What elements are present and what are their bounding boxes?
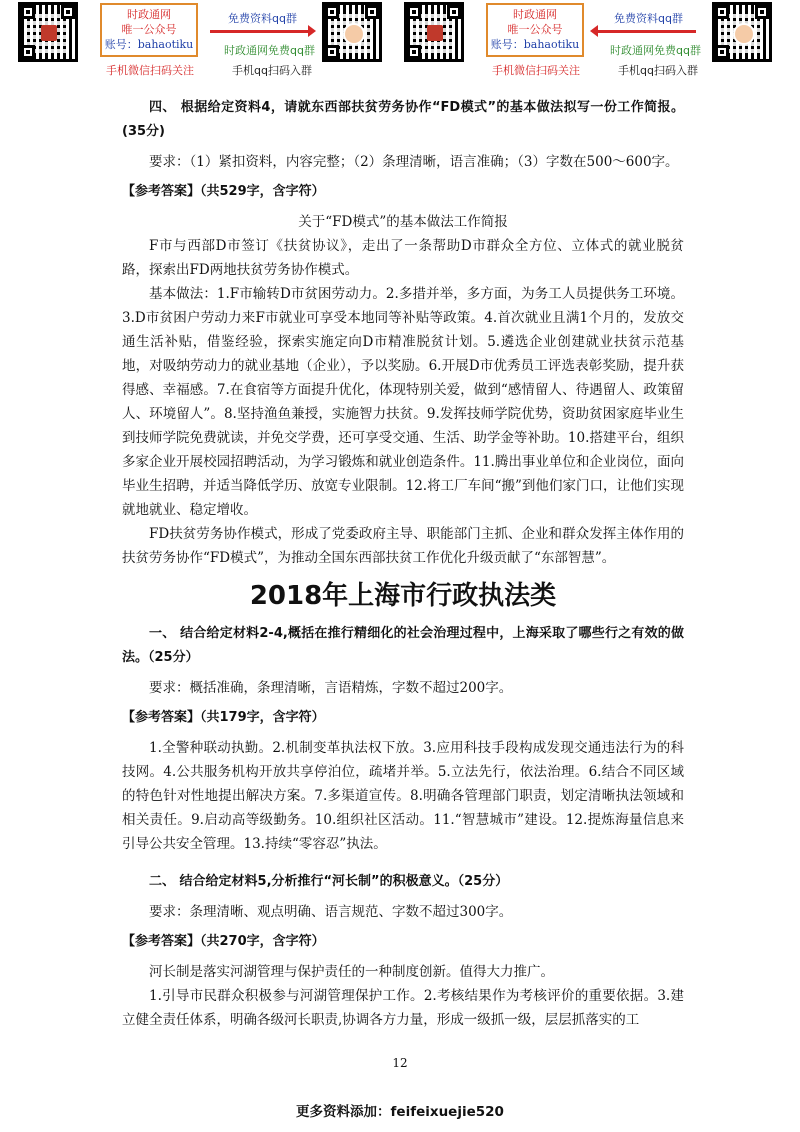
section-title: 2018年上海市行政执法类 <box>249 581 557 611</box>
wechat-caption-left: 手机微信扫码关注 <box>106 64 194 77</box>
qq-caption-right: 手机qq扫码入群 <box>618 64 698 77</box>
answer-one: 1.全警种联动执勤。2.机制变革执法权下放。3.应用科技手段构成发现交通违法行为的科技网。4.公共服务机构开放共享停泊位，疏堵并举。5.立法先行，依法治理。6.结合不同区域的特色针对性地提出解决方案。7.多渠道宣传。8.明确各管理部门职责，划定清晰执法领域和相关责任。9.启动高等级勤务。10.组织社区活动。11.“智慧城市”建设。12.提炼海量信息来引导公共安全管理。13.持续“零容忍”执法。 <box>122 740 684 852</box>
arrow-right-icon <box>210 30 310 33</box>
wechat-qr-code-left <box>18 2 78 62</box>
qq-caption-left: 手机qq扫码入群 <box>232 64 312 77</box>
box-line2: 唯一公众号 <box>121 23 177 36</box>
answer-two-body: 1.引导市民群众积极参与河湖管理保护工作。2.考核结果作为考核评价的重要依据。3.建立健全责任体系，明确各级河长职责,协调各方力量，形成一级抓一级，层层抓落实的工 <box>122 988 684 1028</box>
answer-label-one: 【参考答案】（共179字，含字符） <box>122 710 325 725</box>
brief-paragraph-3: FD扶贫劳务协作模式，形成了党委政府主导、职能部门主抓、企业和群众发挥主体作用的扶贫劳务协作“FD模式”，为推动全国东西部扶贫工作优化升级贡献了“东部智慧”。 <box>122 526 684 566</box>
requirement-two: 要求：条理清晰、观点明确、语言规范、字数不超过300字。 <box>149 904 513 920</box>
wechat-qr-code-right <box>404 2 464 62</box>
account-info-box-right <box>486 3 584 57</box>
brief-paragraph-2: 基本做法：1.F市输转D市贫困劳动力。2.多措并举，多方面，为务工人员提供务工环境。3.D市贫困户劳动力来F市就业可享受本地同等补贴等政策。4.首次就业且满1个月的，发放交通生活补贴，借鉴经验，探索实施定向D市精准脱贫计划。5.遴选企业创建就业扶贫示范基地，对吸纳劳动力的就业基地（企业），予以奖励。6.开展D市优秀员工评选表彰奖励，提升获得感、幸福感。7.在食宿等方面提升优化，体现特别关爱，做到“感情留人、待遇留人、政策留人、环境留人”。8.坚持渔鱼兼授，实施智力扶贫。9.发挥技师学院优势，资助贫困家庭毕业生到技师学院免费就读，并免交学费，还可享受交通、生活、助学金等补助。10.搭建平台，组织多家企业开展校园招聘活动，为学习锻炼和就业创造条件。11.腾出事业单位和企业岗位，面向毕业生招聘，并适当降低学历、放宽专业限制。12.将工厂车间“搬”到他们家门口，让他们实现就地就业、稳定增收。 <box>122 286 684 518</box>
footer-contact: 更多资料添加：feifeixuejie520 <box>296 1104 504 1120</box>
answer-label-four: 【参考答案】（共529字，含字符） <box>122 184 325 199</box>
question-four: 四、 根据给定资料4，请就东西部扶贫劳务协作“FD模式”的基本做法拟写一份工作简报。(35分) <box>122 100 684 139</box>
box-line1: 时政通网 <box>127 8 171 21</box>
qq-qr-code-left <box>322 2 382 62</box>
free-qq-group2-label-left: 时政通网免费qq群 <box>224 44 315 57</box>
requirement-four: 要求：（1）紧扣资料，内容完整；（2）条理清晰，语言准确；（3）字数在500～600字。 <box>149 154 679 170</box>
arrow-left-icon <box>596 30 696 33</box>
brief-paragraph-1: F市与西部D市签订《扶贫协议》，走出了一条帮助D市群众全方位、立体式的就业脱贫路，探索出FD两地扶贫劳务协作模式。 <box>122 238 684 278</box>
account-info-box-left <box>100 3 198 57</box>
wechat-caption-right: 手机微信扫码关注 <box>492 64 580 77</box>
free-qq-group-label-right: 免费资料qq群 <box>614 12 683 25</box>
answer-two-intro: 河长制是落实河湖管理与保护责任的一种制度创新。值得大力推广。 <box>149 964 554 980</box>
answer-label-two: 【参考答案】（共270字，含字符） <box>122 934 325 949</box>
box-line3: 账号：bahaotiku <box>490 38 580 51</box>
page-number: 12 <box>392 1056 408 1070</box>
header-banner <box>0 0 800 84</box>
box-line3: 账号：bahaotiku <box>104 38 194 51</box>
question-two: 二、 结合给定材料5,分析推行“河长制”的积极意义。（25分） <box>149 874 509 889</box>
qq-qr-code-right <box>712 2 772 62</box>
requirement-one: 要求：概括准确，条理清晰，言语精炼，字数不超过200字。 <box>149 680 513 696</box>
box-line2: 唯一公众号 <box>507 23 563 36</box>
question-one: 一、 结合给定材料2-4,概括在推行精细化的社会治理过程中，上海采取了哪些行之有效的做法。（25分） <box>122 626 684 665</box>
box-line1: 时政通网 <box>513 8 557 21</box>
brief-title: 关于“FD模式”的基本做法工作简报 <box>298 214 508 230</box>
document-body <box>122 96 684 1032</box>
free-qq-group2-label-right: 时政通网免费qq群 <box>610 44 701 57</box>
free-qq-group-label-left: 免费资料qq群 <box>228 12 297 25</box>
